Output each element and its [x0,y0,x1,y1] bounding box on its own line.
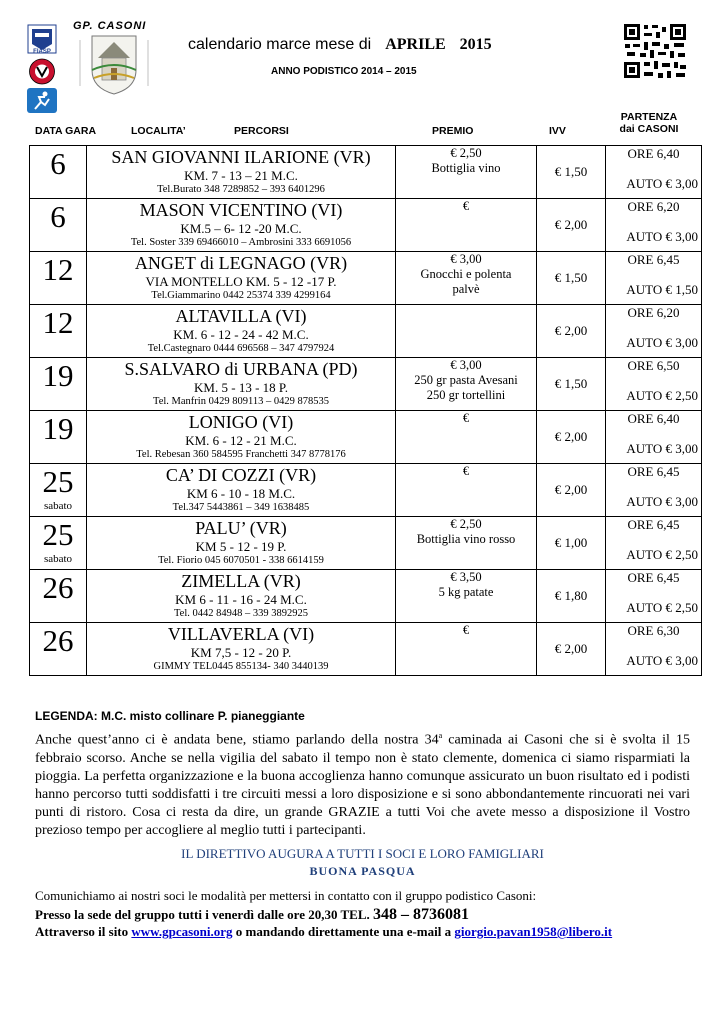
col-premio: PREMIO [432,125,474,137]
ivv-cell [537,358,606,411]
prize-cell [396,464,537,517]
prize-cell [396,623,537,676]
race-distances: KM 6 - 11 - 16 - 24 M.C. [175,592,307,607]
prize-line: Bottiglia vino [431,161,501,175]
ivv-fee: € 1,50 [554,270,588,285]
office-hours-text: Presso la sede del gruppo tutti i venerdì dalle ore 20,30 TEL. [35,907,370,922]
date-cell [30,305,87,358]
phone-number: 348 – 8736081 [373,906,470,923]
contact-intro: Comunichiamo ai nostri soci le modalità per mettersi in contatto con il gruppo podistico Casoni: [35,888,537,903]
location-cell [87,252,396,305]
prize-line: € [462,464,470,478]
location-cell [87,570,396,623]
date-cell [30,570,87,623]
col-partenza-line1: PARTENZA [620,111,678,123]
ivv-fee: € 2,00 [554,217,588,232]
col-percorsi: PERCORSI [234,125,289,137]
race-distances: KM 7,5 - 12 - 20 P. [190,645,292,660]
race-day: 26 [42,570,74,605]
paragraph-part-2: caminada ai Casoni che si è svolta il 15 febbraio scorso. Anche se nella vigilia del sabato il tempo non è stato clemente, domenica ci siamo risparmiati la pioggia. La perfetta organizzazione e la buona accoglienza hanno comunque assicurato un buon risultato ed i podisti hanno percorso tutti soddisfatti i tre circuiti messi a loro disposizione e si sono abbondantemente rincuorati nei vari punti di ristoro. Cosa ci resta da dire, un grande GRAZIE a tutti Voi che avete messo a disposizione il Vostro prezioso tempo per accogliere al meglio tutti i partecipanti. [35,732,690,838]
race-day: 25 [42,517,74,552]
prize-line: € 2,50 [450,517,482,531]
departure-cell [606,464,702,517]
car-fee: AUTO € 2,50 [626,388,698,403]
departure-cell [606,305,702,358]
race-location: VILLAVERLA (VI) [167,624,315,644]
race-location: ANGET di LEGNAGO (VR) [134,253,348,273]
prize-cell [396,305,537,358]
fiasp-label: FIASP [33,49,51,54]
race-distances: KM. 5 - 13 - 18 P. [194,380,288,395]
departure-cell [606,252,702,305]
calendar-table [29,145,702,676]
qr-code [622,22,688,80]
race-day: 12 [42,252,74,287]
car-fee: AUTO € 3,00 [626,229,698,244]
paragraph-part-1: Anche quest’anno ci è andata bene, stiamo parlando della nostra 34 [35,732,439,748]
car-fee: AUTO € 3,00 [626,441,698,456]
location-cell [87,464,396,517]
race-phone: Tel. Fiorio 045 6070501 - 338 6614159 [158,555,324,566]
car-fee: AUTO € 3,00 [626,176,698,191]
race-day: 25 [42,464,74,499]
calendar-row [30,411,702,464]
race-phone: Tel. Soster 339 69466010 – Ambrosini 333 6691056 [130,237,352,248]
departure-cell [606,358,702,411]
race-location: PALU’ (VR) [195,518,287,538]
race-distances: KM 5 - 12 - 19 P. [195,539,287,554]
col-data-gara: DATA GARA [35,125,97,137]
ivv-fee: € 2,00 [554,323,588,338]
web-text-a: Attraverso il sito [35,924,129,939]
date-cell [30,411,87,464]
calendar-row [30,570,702,623]
race-location: S.SALVARO di URBANA (PD) [124,359,358,379]
calendar-row [30,464,702,517]
fiasp-logo [27,24,57,54]
prize-line: 250 gr pasta Avesani [414,373,518,387]
website-link[interactable]: www.gpcasoni.org [131,924,233,939]
car-fee: AUTO € 1,50 [626,282,698,297]
prize-line: Gnocchi e polenta [420,267,512,281]
col-partenza [614,111,684,135]
runner-logo [27,88,57,113]
race-phone: Tel.Giammarino 0442 25374 339 4299164 [151,290,331,301]
ivv-fee: € 1,50 [554,164,588,179]
departure-time: ORE 6,40 [627,411,680,426]
race-day: 26 [42,623,74,658]
departure-time: ORE 6,45 [627,464,680,479]
race-phone: Tel. Rebesan 360 584595 Franchetti 347 8778176 [136,449,346,460]
prize-line: € [462,199,470,213]
race-location: SAN GIOVANNI ILARIONE (VR) [111,147,371,167]
prize-cell [396,146,537,199]
col-partenza-line2: dai CASONI [619,123,679,135]
association-logo [27,58,57,85]
season-subtitle: ANNO PODISTICO 2014 – 2015 [271,66,417,77]
prize-line: 5 kg patate [438,585,494,599]
location-cell [87,199,396,252]
race-distances: VIA MONTELLO KM. 5 - 12 -17 P. [145,274,337,289]
departure-time: ORE 6,50 [627,358,680,373]
prize-cell [396,570,537,623]
email-link[interactable]: giorgio.pavan1958@libero.it [454,924,613,939]
race-location: ZIMELLA (VR) [181,571,301,591]
ivv-fee: € 1,80 [554,588,588,603]
prize-line: Bottiglia vino rosso [416,532,516,546]
news-paragraph [35,727,690,840]
title-year: 2015 [459,36,492,53]
departure-time: ORE 6,20 [627,199,680,214]
ivv-cell [537,517,606,570]
prize-line: 250 gr tortellini [426,388,506,402]
prize-cell [396,411,537,464]
ivv-fee: € 2,00 [554,641,588,656]
ivv-fee: € 1,00 [554,535,588,550]
race-phone: Tel.Castegnaro 0444 696568 – 347 4797924 [147,343,335,354]
location-cell [87,517,396,570]
paragraph-superscript: a [438,731,443,740]
car-fee: AUTO € 3,00 [626,335,698,350]
car-fee: AUTO € 2,50 [626,600,698,615]
race-phone: GIMMY TEL0445 855134- 340 3440139 [153,661,329,672]
web-text-b: o mandando direttamente una e-mail a [235,924,452,939]
race-distances: KM.5 – 6- 12 -20 M.C. [180,221,302,236]
race-distances: KM. 7 - 13 – 21 M.C. [184,168,298,183]
race-location: CA’ DI COZZI (VR) [165,465,317,485]
location-cell [87,623,396,676]
departure-cell [606,517,702,570]
prize-cell [396,517,537,570]
prize-line: € [462,411,470,425]
club-crest [78,30,150,96]
date-cell [30,464,87,517]
race-day: 6 [50,146,66,181]
race-distances: KM. 6 - 12 - 21 M.C. [185,433,297,448]
ivv-cell [537,464,606,517]
race-distances: KM. 6 - 12 - 24 - 42 M.C. [173,327,309,342]
race-phone: Tel.347 5443861 – 349 1638485 [172,502,310,513]
prize-cell [396,199,537,252]
race-day: 19 [42,358,74,393]
ivv-cell [537,305,606,358]
prize-line: € [462,623,470,637]
race-phone: Tel. 0442 84948 – 339 3892925 [173,608,308,619]
race-phone: Tel. Manfrin 0429 809113 – 0429 878535 [153,396,329,407]
car-fee: AUTO € 2,50 [626,547,698,562]
date-cell [30,199,87,252]
car-fee: AUTO € 3,00 [626,494,698,509]
date-cell [30,146,87,199]
race-location: LONIGO (VI) [188,412,294,432]
prize-cell [396,358,537,411]
date-cell [30,517,87,570]
departure-time: ORE 6,45 [627,517,680,532]
prize-cell [396,252,537,305]
location-cell [87,358,396,411]
race-weekday: sabato [43,500,73,512]
calendar-row [30,358,702,411]
page-title [188,36,492,54]
ivv-cell [537,146,606,199]
title-prefix: calendario marce mese di [188,36,372,53]
departure-time: ORE 6,45 [627,570,680,585]
departure-time: ORE 6,45 [627,252,680,267]
race-day: 6 [50,199,66,234]
calendar-row [30,146,702,199]
departure-time: ORE 6,40 [627,146,680,161]
race-location: ALTAVILLA (VI) [175,306,307,326]
col-localita: LOCALITA’ [131,125,186,137]
race-phone: Tel.Burato 348 7289852 – 393 6401296 [157,184,325,195]
location-cell [87,146,396,199]
race-weekday: sabato [43,553,73,565]
contact-web [35,924,612,940]
calendar-row [30,305,702,358]
departure-time: ORE 6,20 [627,305,680,320]
departure-cell [606,570,702,623]
greetings-line: IL DIRETTIVO AUGURA A TUTTI I SOCI E LORO FAMIGLIARI [181,846,544,861]
contact-office-hours [35,906,469,924]
col-ivv: IVV [549,125,566,137]
calendar-row [30,517,702,570]
brand-name: GP. CASONI [73,20,147,32]
departure-cell [606,411,702,464]
ivv-cell [537,570,606,623]
date-cell [30,623,87,676]
ivv-fee: € 2,00 [554,429,588,444]
ivv-cell [537,623,606,676]
location-cell [87,305,396,358]
calendar-row [30,623,702,676]
prize-line: € 3,50 [450,570,482,584]
location-cell [87,411,396,464]
ivv-fee: € 2,00 [554,482,588,497]
departure-cell [606,146,702,199]
prize-line: € 3,00 [450,252,482,266]
ivv-cell [537,252,606,305]
prize-line: € 3,00 [450,358,482,372]
ivv-cell [537,199,606,252]
legend: LEGENDA: M.C. misto collinare P. pianeggiante [35,709,305,723]
race-location: MASON VICENTINO (VI) [139,200,343,220]
ivv-fee: € 1,50 [554,376,588,391]
departure-cell [606,199,702,252]
race-day: 12 [42,305,74,340]
easter-greeting: BUONA PASQUA [309,864,416,878]
calendar-row [30,199,702,252]
race-distances: KM 6 - 10 - 18 M.C. [186,486,296,501]
car-fee: AUTO € 3,00 [626,653,698,668]
departure-cell [606,623,702,676]
date-cell [30,358,87,411]
ivv-cell [537,411,606,464]
departure-time: ORE 6,30 [627,623,680,638]
title-month: APRILE [385,36,446,53]
race-day: 19 [42,411,74,446]
date-cell [30,252,87,305]
prize-line: palvè [452,282,480,296]
prize-line: € 2,50 [450,146,482,160]
calendar-row [30,252,702,305]
